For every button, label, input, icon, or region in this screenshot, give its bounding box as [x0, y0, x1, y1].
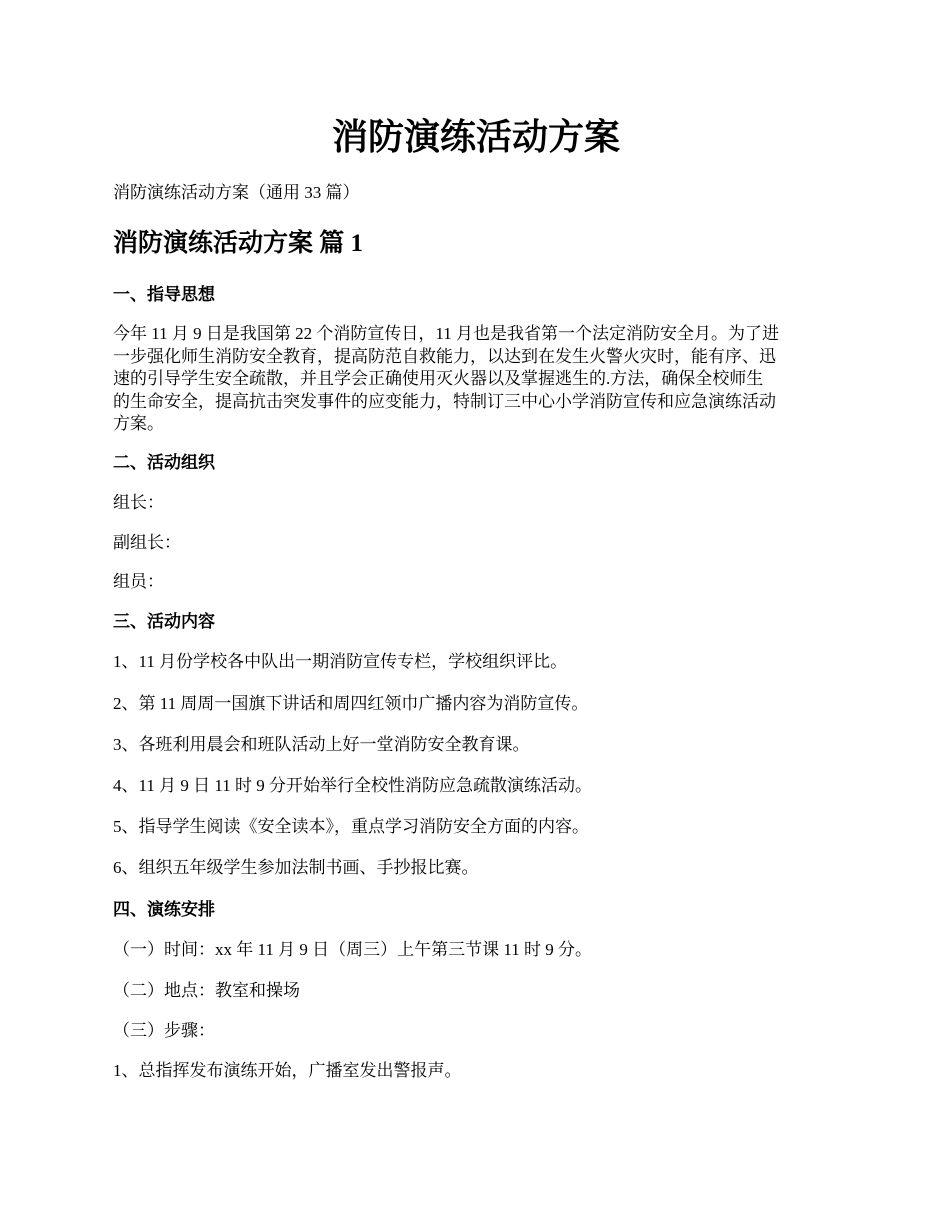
intro-line: 方案。 — [113, 414, 164, 433]
content-item: 2、第 11 周周一国旗下讲话和周四红领巾广播内容为消防宣传。 — [113, 694, 589, 713]
intro-line: 速的引导学生安全疏散，并且学会正确使用灭火器以及掌握逃生的.方法，确保全校师生 — [113, 369, 764, 388]
org-member: 组员： — [113, 572, 164, 591]
document-title: 消防演练活动方案 — [331, 117, 620, 157]
content-item: 5、指导学生阅读《安全读本》，重点学习消防安全方面的内容。 — [113, 817, 589, 836]
intro-line: 今年 11 月 9 日是我国第 22 个消防宣传日，11 月也是我省第一个法定消防安全月。为了进 — [113, 324, 779, 343]
heading-activity-content: 三、活动内容 — [113, 612, 215, 631]
arrange-place: （二）地点：教室和操场 — [113, 981, 300, 1000]
arrange-steps: （三）步骤： — [113, 1021, 215, 1040]
section-title: 消防演练活动方案 篇 1 — [113, 230, 364, 257]
intro-paragraph — [113, 323, 839, 436]
document-subtitle: 消防演练活动方案（通用 33 篇） — [113, 183, 360, 202]
heading-guiding-ideology: 一、指导思想 — [113, 285, 215, 304]
intro-line: 的生命安全，提高抗击突发事件的应变能力，特制订三中心小学消防宣传和应急演练活动 — [113, 391, 776, 411]
arrange-step-1: 1、总指挥发布演练开始，广播室发出警报声。 — [113, 1061, 462, 1080]
org-leader: 组长： — [113, 493, 164, 512]
arrange-time: （一）时间：xx 年 11 月 9 日（周三）上午第三节课 11 时 9 分。 — [113, 940, 592, 959]
content-item: 3、各班利用晨会和班队活动上好一堂消防安全教育课。 — [113, 735, 530, 754]
heading-drill-arrangement: 四、演练安排 — [113, 900, 215, 919]
intro-line: 一步强化师生消防安全教育，提高防范自救能力，以达到在发生火警火灾时，能有序、迅 — [113, 346, 776, 366]
org-vice-leader: 副组长： — [113, 533, 181, 552]
content-item: 4、11 月 9 日 11 时 9 分开始举行全校性消防应急疏散演练活动。 — [113, 776, 592, 795]
content-item: 1、11 月份学校各中队出一期消防宣传专栏，学校组织评比。 — [113, 652, 568, 671]
content-item: 6、组织五年级学生参加法制书画、手抄报比赛。 — [113, 858, 479, 877]
heading-organization: 二、活动组织 — [113, 453, 215, 472]
